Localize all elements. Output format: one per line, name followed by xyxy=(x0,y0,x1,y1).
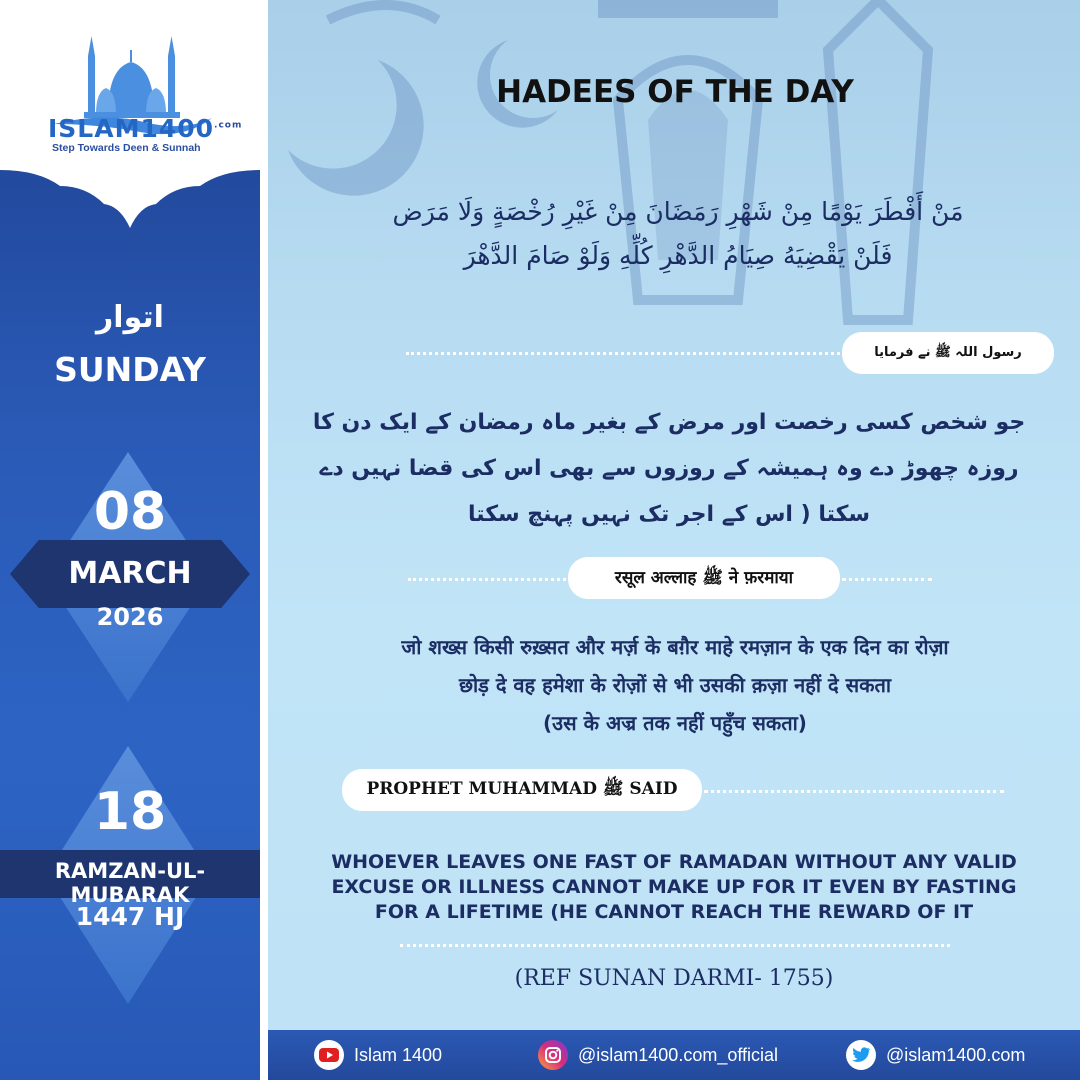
social-footer xyxy=(268,1030,1080,1080)
arabic-hadees xyxy=(308,190,1048,278)
youtube-label: Islam 1400 xyxy=(354,1044,443,1065)
instagram-link[interactable] xyxy=(538,1041,778,1069)
urdu-divider xyxy=(406,352,846,355)
day-english: SUNDAY xyxy=(54,350,206,389)
hijri-month: RAMZAN-UL-MUBARAK xyxy=(54,859,206,907)
hijri-day: 18 xyxy=(93,782,167,842)
day-urdu: اتوار xyxy=(96,300,164,335)
gregorian-year: 2026 xyxy=(96,603,164,631)
hindi-translation xyxy=(298,628,1052,742)
hindi-divider-right xyxy=(842,578,932,581)
hindi-label: रसूल अल्लाह ﷺ ने फ़रमाया xyxy=(614,567,794,588)
english-line-3: FOR A LIFETIME (HE CANNOT REACH THE REWARD OF IT xyxy=(374,901,974,923)
english-translation xyxy=(288,850,1060,925)
hindi-line-1: जो शख्स किसी रुख़्सत और मर्ज़ के बग़ैर माहे रमज़ान के एक दिन का रोज़ा xyxy=(401,635,949,659)
hadees-reference: (REF SUNAN DARMI- 1755) xyxy=(514,966,834,991)
hadees-panel xyxy=(268,0,1080,1030)
urdu-label: رسول اللہ ﷺ نے فرمایا xyxy=(874,344,1022,360)
lantern-decoration-icon xyxy=(268,0,1080,330)
english-line-2: EXCUSE OR ILLNESS CANNOT MAKE UP FOR IT EVEN BY FASTING xyxy=(331,876,1017,898)
english-label: PROPHET MUHAMMAD ﷺ SAID xyxy=(366,778,678,799)
english-divider xyxy=(704,790,1004,793)
youtube-icon xyxy=(314,1040,344,1070)
divider-strip xyxy=(260,0,268,1080)
hindi-line-2: छोड़ दे वह हमेशा के रोज़ों से भी उसकी क़ज़ा नहीं दे सकता xyxy=(458,673,892,697)
hindi-divider xyxy=(408,578,578,581)
page-title: HADEES OF THE DAY xyxy=(496,74,854,110)
english-label-pill xyxy=(342,769,702,811)
brand-name-text: ISLAM1400 xyxy=(48,114,215,143)
twitter-label: @islam1400.com xyxy=(886,1044,1026,1065)
reference-divider xyxy=(400,944,950,947)
urdu-label-pill xyxy=(842,332,1054,374)
instagram-icon xyxy=(538,1040,568,1070)
english-line-1: WHOEVER LEAVES ONE FAST OF RAMADAN WITHOUT ANY VALID xyxy=(331,851,1017,873)
instagram-label: @islam1400.com_official xyxy=(578,1044,779,1065)
hijri-year: 1447 HJ xyxy=(75,902,185,931)
hindi-line-3: (उस के अज्र तक नहीं पहुँच सकता) xyxy=(543,711,807,735)
gregorian-month: MARCH xyxy=(68,556,192,591)
brand-tagline: Step Towards Deen & Sunnah xyxy=(52,142,201,154)
urdu-translation: جو شخص کسی رخصت اور مرض کے بغیر ماہ رمضان کے ایک دن کا روزہ چھوڑ دے وہ ہمیشہ کے روزوں سے بھی اس کی قضا نہیں دے سکتا ( اس کے اجر تک نہیں پہنچ سکتا xyxy=(312,410,1026,527)
hindi-label-pill xyxy=(568,557,840,599)
twitter-link[interactable] xyxy=(846,1041,1025,1069)
arabic-line-1: مَنْ أَفْطَرَ يَوْمًا مِنْ شَهْرِ رَمَضَانَ مِنْ غَيْرِ رُخْصَةٍ وَلَا مَرَض xyxy=(392,197,964,226)
brand-tld: .com xyxy=(214,120,243,131)
youtube-link[interactable] xyxy=(314,1041,442,1069)
brand-name xyxy=(48,114,243,143)
twitter-icon xyxy=(846,1040,876,1070)
sidebar xyxy=(0,0,260,1080)
gregorian-day: 08 xyxy=(93,482,167,542)
arabic-line-2: فَلَنْ يَقْضِيَهُ صِيَامُ الدَّهْرِ كُلِّهِ وَلَوْ صَامَ الدَّهْرَ xyxy=(463,241,893,270)
